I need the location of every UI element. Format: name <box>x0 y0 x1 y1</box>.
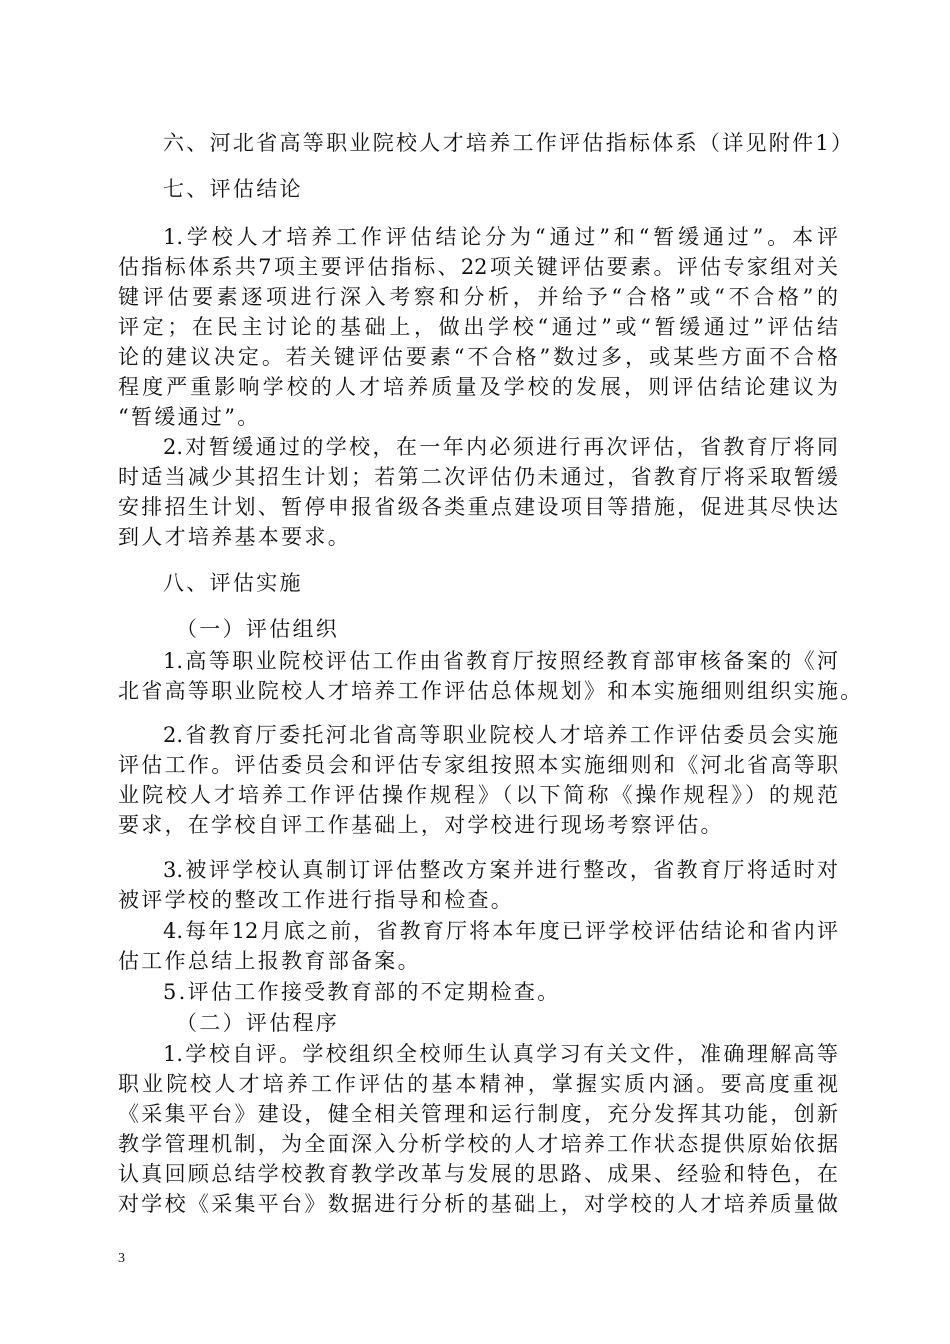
paragraph-line: 1.学校人才培养工作评估结论分为“通过”和“暂缓通过”。本评 <box>163 225 838 249</box>
paragraph-line: 4.每年12月底之前，省教育厅将本年度已评学校评估结论和省内评 <box>163 919 838 943</box>
paragraph-line: “暂缓通过”。 <box>118 405 261 429</box>
paragraph-line: 《采集平台》建设，健全相关管理和运行制度，充分发挥其功能，创新 <box>118 1102 838 1126</box>
paragraph-line: 到人才培养基本要求。 <box>118 525 351 549</box>
paragraph-line: 2.对暂缓通过的学校，在一年内必须进行再次评估，省教育厅将同 <box>163 435 838 459</box>
paragraph-line: 键评估要素逐项进行深入考察和分析，并给予“合格”或“不合格”的 <box>118 285 838 309</box>
page-number: 3 <box>118 1251 125 1266</box>
paragraph-line: 业院校人才培养工作评估操作规程》（以下简称《操作规程》）的规范 <box>118 783 838 807</box>
section-heading-6: 六、河北省高等职业院校人才培养工作评估指标体系（详见附件1） <box>163 131 855 155</box>
paragraph-line: 安排招生计划、暂停申报省级各类重点建设项目等措施，促进其尽快达 <box>118 495 838 519</box>
paragraph-line: 1.高等职业院校评估工作由省教育厅按照经教育部审核备案的《河 <box>163 649 838 673</box>
subsection-heading-procedure: （二）评估程序 <box>176 1011 340 1035</box>
paragraph-line: 3.被评学校认真制订评估整改方案并进行整改，省教育厅将适时对 <box>163 858 838 882</box>
paragraph-line: 职业院校人才培养工作评估的基本精神，掌握实质内涵。要高度重视 <box>118 1072 838 1096</box>
paragraph-line: 教学管理机制，为全面深入分析学校的人才培养工作状态提供原始依据 <box>118 1132 838 1156</box>
paragraph-line: 评定；在民主讨论的基础上，做出学校“通过”或“暂缓通过”评估结 <box>118 315 838 339</box>
paragraph-line: 论的建议决定。若关键评估要素“不合格”数过多，或某些方面不合格 <box>118 345 838 369</box>
paragraph-line: 北省高等职业院校人才培养工作评估总体规划》和本实施细则组织实施。 <box>118 679 864 703</box>
paragraph-line: 时适当减少其招生计划；若第二次评估仍未通过，省教育厅将采取暂缓 <box>118 465 838 489</box>
paragraph-line: 对学校《采集平台》数据进行分析的基础上，对学校的人才培养质量做 <box>118 1192 838 1216</box>
paragraph-line: 评估工作。评估委员会和评估专家组按照本实施细则和《河北省高等职 <box>118 753 838 777</box>
paragraph-line: 1.学校自评。学校组织全校师生认真学习有关文件，准确理解高等 <box>163 1042 838 1066</box>
paragraph-line: 要求，在学校自评工作基础上，对学校进行现场考察评估。 <box>118 813 724 837</box>
subsection-heading-organization: （一）评估组织 <box>176 617 340 641</box>
paragraph-line: 认真回顾总结学校教育教学改革与发展的思路、成果、经验和特色，在 <box>118 1162 838 1186</box>
paragraph-line: 估工作总结上报教育部备案。 <box>118 949 421 973</box>
paragraph-line: 估指标体系共7项主要评估指标、22项关键评估要素。评估专家组对关 <box>118 255 838 279</box>
section-heading-7: 七、评估结论 <box>163 177 303 201</box>
paragraph-line: 2.省教育厅委托河北省高等职业院校人才培养工作评估委员会实施 <box>163 723 838 747</box>
section-heading-8: 八、评估实施 <box>163 571 303 595</box>
paragraph-line: 被评学校的整改工作进行指导和检查。 <box>118 888 515 912</box>
paragraph-line: 5.评估工作接受教育部的不定期检查。 <box>163 980 561 1004</box>
paragraph-line: 程度严重影响学校的人才培养质量及学校的发展，则评估结论建议为 <box>118 375 838 399</box>
